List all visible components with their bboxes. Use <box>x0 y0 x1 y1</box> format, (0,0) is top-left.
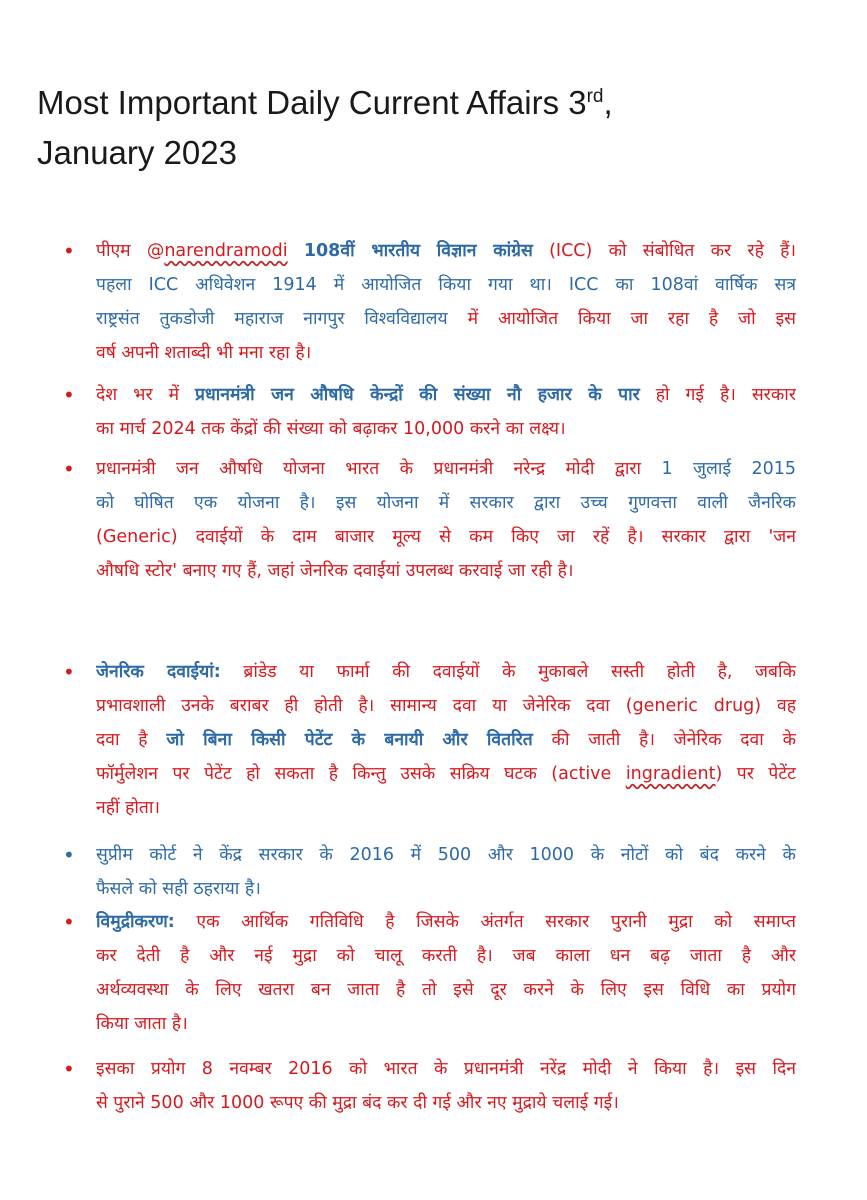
text-segment: हो गई है। सरकार <box>639 385 796 405</box>
text-segment: राष्ट्रसंत तुकडोजी महाराज नागपुर विश्वविद्यालय <box>96 309 448 329</box>
text-line <box>96 655 796 689</box>
text-line <box>96 554 796 588</box>
text-segment: देश भर में <box>96 385 196 405</box>
bullet-dot-icon: • <box>63 910 75 934</box>
list-item <box>63 378 796 446</box>
bullet-dot-icon: • <box>63 239 75 263</box>
title-superscript: rd <box>586 86 604 107</box>
text-segment: कर देती है और नई मुद्रा को चालू करती है। जब काला धन बढ़ जाता है और <box>96 946 796 966</box>
text-line <box>96 452 796 486</box>
text-line <box>96 973 796 1007</box>
text-segment: वर्ष अपनी शताब्दी भी मना रहा है। <box>96 343 312 363</box>
text-segment: प्रभावशाली उनके बराबर ही होती है। सामान्य दवा या जेनेरिक दवा (generic drug) वह <box>96 696 796 716</box>
text-segment: जेनरिक दवाईयां: <box>96 662 221 682</box>
text-line <box>96 302 796 336</box>
text-line <box>96 791 796 825</box>
bullet-dot-icon: • <box>63 383 75 407</box>
text-line <box>96 689 796 723</box>
list-item <box>63 655 796 825</box>
bullet-dot-icon: • <box>63 457 75 481</box>
text-line <box>96 1086 796 1120</box>
text-segment: 108वीं भारतीय विज्ञान कांग्रेस <box>303 241 533 261</box>
text-segment: सुप्रीम कोर्ट ने केंद्र सरकार के 2016 में 500 और 1000 के नोटों को बंद करने के <box>96 845 796 865</box>
list-item <box>63 1052 796 1120</box>
text-segment: इसका प्रयोग 8 नवम्बर 2016 को भारत के प्रधानमंत्री नरेंद्र मोदी ने किया है। इस दिन <box>96 1059 796 1079</box>
text-line <box>96 520 796 554</box>
page-title <box>37 78 837 178</box>
text-segment: नहीं होता। <box>96 798 161 818</box>
text-segment: जो बिना किसी पेटेंट के बनायी और वितरित <box>166 730 533 750</box>
text-segment: विमुद्रीकरण: <box>96 912 175 932</box>
text-segment: पहला ICC अधिवेशन 1914 में आयोजित किया गया था। ICC का 108वां वार्षिक सत्र <box>96 275 796 295</box>
text-segment: प्रधानमंत्री जन औषधि केन्द्रों की संख्या नौ हजार के पार <box>195 385 640 405</box>
text-line <box>96 757 796 791</box>
text-segment: में आयोजित किया जा रहा है जो इस <box>447 309 796 329</box>
bullet-dot-icon: • <box>63 1057 75 1081</box>
text-segment: फैसले को सही ठहराया है। <box>96 879 261 899</box>
text-segment: औषधि स्टोर' बनाए गए हैं, जहां जेनरिक दवाईयां उपलब्ध करवाई जा रही है। <box>96 561 574 581</box>
text-segment: किया जाता है। <box>96 1014 188 1034</box>
text-segment: (Generic) दवाईयों के दाम बाजार मूल्य से कम किए जा रहें है। सरकार द्वारा 'जन <box>96 527 796 547</box>
text-segment: narendramodi <box>164 241 288 261</box>
bullet-dot-icon: • <box>63 843 75 867</box>
text-segment: एक आर्थिक गतिविधि है जिसके अंतर्गत सरकार पुरानी मुद्रा को समाप्त <box>174 912 796 932</box>
text-line <box>96 378 796 412</box>
text-line <box>96 723 796 757</box>
text-line <box>96 268 796 302</box>
text-segment: ) पर पेटेंट <box>715 764 796 784</box>
text-line <box>96 1052 796 1086</box>
text-segment: ingradient <box>625 764 716 784</box>
text-line <box>96 905 796 939</box>
text-segment: पीएम @ <box>96 241 165 261</box>
text-segment <box>288 241 304 261</box>
text-line <box>96 412 796 446</box>
text-segment: से पुराने 500 और 1000 रूपए की मुद्रा बंद कर दी गई और नए मुद्राये चलाई गई। <box>96 1093 619 1113</box>
text-line <box>96 234 796 268</box>
text-line <box>96 1007 796 1041</box>
text-line <box>96 336 796 370</box>
list-item <box>63 452 796 588</box>
text-segment: की जाती है। जेनेरिक दवा के <box>532 730 796 750</box>
text-line <box>96 939 796 973</box>
text-segment: का मार्च 2024 तक केंद्रों की संख्या को बढ़ाकर 10,000 करने का लक्ष्य। <box>96 419 566 439</box>
title-line2: January 2023 <box>37 134 237 171</box>
text-segment: (ICC) को संबोधित कर रहे हैं। <box>532 241 796 261</box>
text-segment: फॉर्मुलेशन पर पेटेंट हो सकता है किन्तु उसके सक्रिय घटक (active <box>96 764 626 784</box>
list-item <box>63 905 796 1041</box>
text-segment: को घोषित एक योजना है। इस योजना में सरकार द्वारा उच्च गुणवत्ता वाली जैनरिक <box>96 493 796 513</box>
list-item <box>63 838 796 906</box>
text-segment: अर्थव्यवस्था के लिए खतरा बन जाता है तो इसे दूर करने के लिए इस विधि का प्रयोग <box>96 980 796 1000</box>
title-tail: , <box>603 84 613 121</box>
list-item <box>63 234 796 370</box>
text-line <box>96 872 796 906</box>
title-main: Most Important Daily Current Affairs 3 <box>37 84 587 121</box>
text-segment: दवा है <box>96 730 167 750</box>
bullet-dot-icon: • <box>63 660 75 684</box>
text-line <box>96 486 796 520</box>
text-segment: ब्रांडेड या फार्मा की दवाईयों के मुकाबले सस्ती होती है, जबकि <box>220 662 796 682</box>
text-segment: प्रधानमंत्री जन औषधि योजना भारत के प्रधानमंत्री नरेन्द्र मोदी द्वारा <box>96 459 662 479</box>
text-line <box>96 838 796 872</box>
text-segment: 1 जुलाई 2015 <box>661 459 796 479</box>
